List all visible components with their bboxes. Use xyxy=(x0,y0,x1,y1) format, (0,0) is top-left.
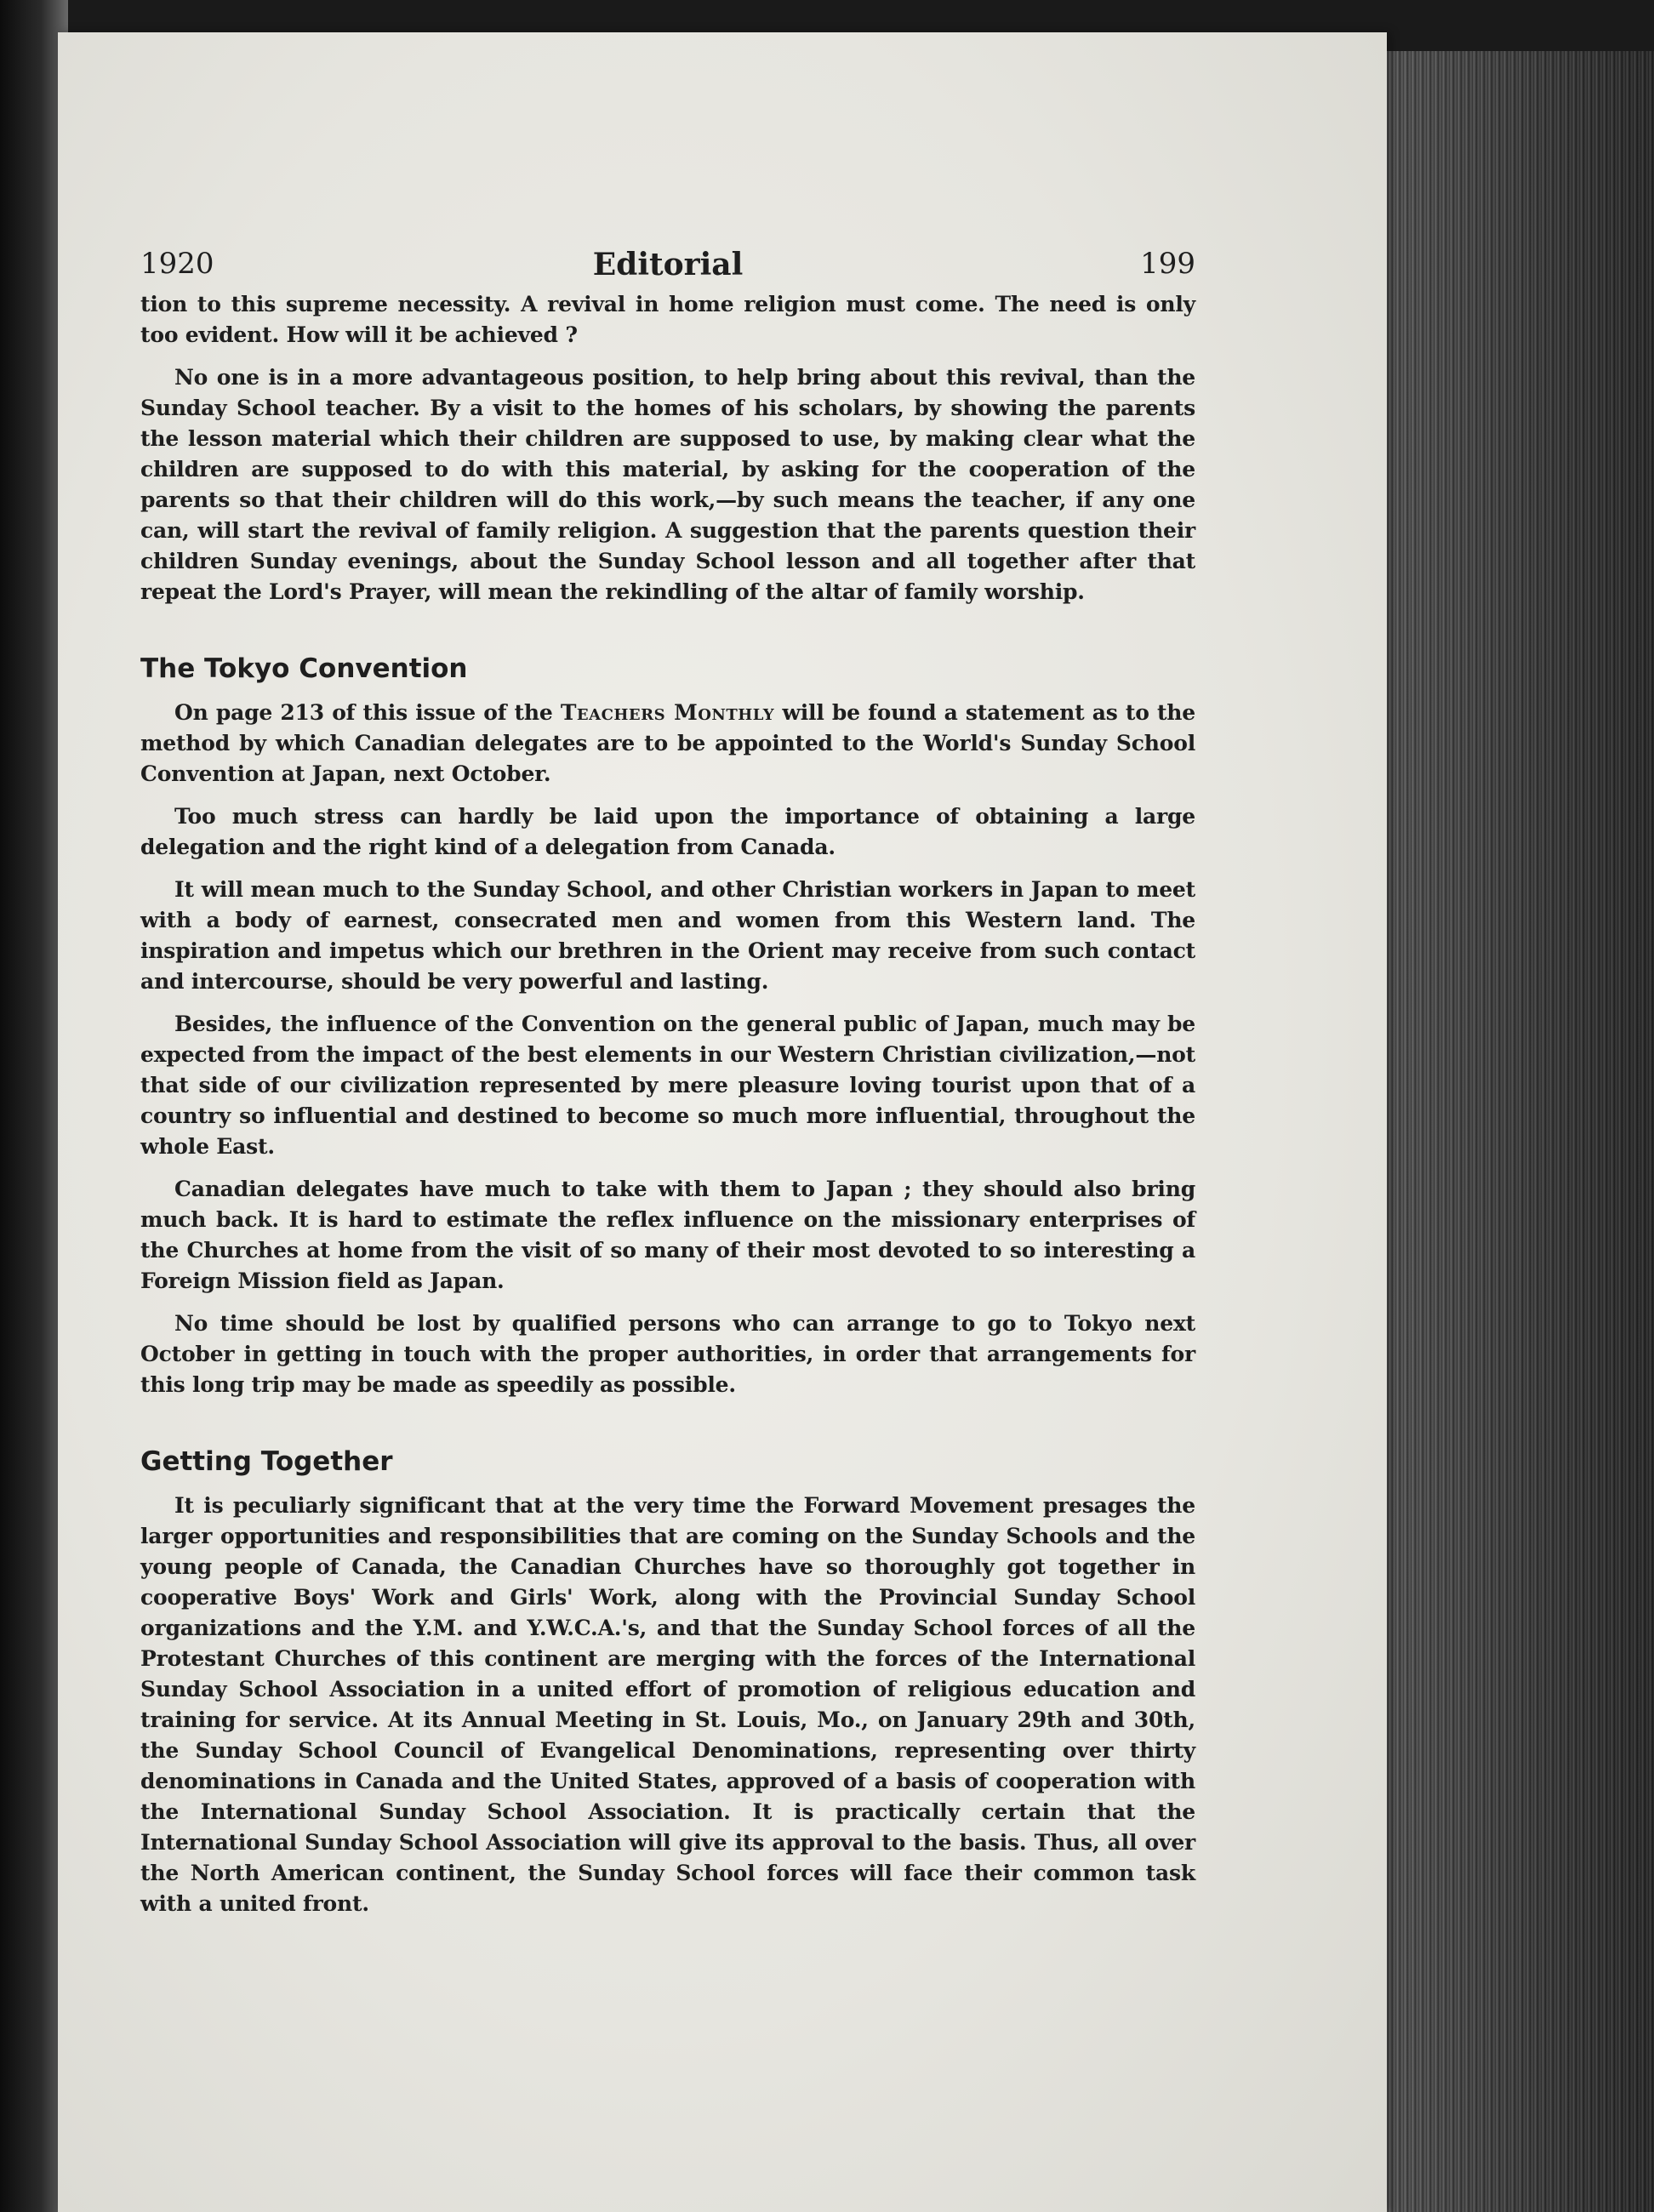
section-heading-getting-together: Getting Together xyxy=(140,1446,393,1477)
tokyo-paragraph-6: No time should be lost by qualified persons who can arrange to go to Tokyo next October in getting in touch with the proper authorities, in order that arrangements for this long trip may be made as speedily as possible. xyxy=(140,1311,1195,1397)
tokyo-paragraph-5: Canadian delegates have much to take with them to Japan ; they should also bring much back. It is hard to estimate the reflex influence on the missionary enterprises of the Churches at home from the visit of so many of their most devoted to so interesting a Foreign Mission field as Japan. xyxy=(140,1177,1195,1293)
tokyo-p1-start: On page 213 of this issue of the xyxy=(174,700,561,725)
section-heading-tokyo: The Tokyo Convention xyxy=(140,653,468,684)
tokyo-p1-end: will be found a statement as to the method by which Canadian delegates are to be appointed to the World's Sunday School Convention at Japan, next October. xyxy=(140,700,1195,786)
tokyo-paragraph-3: It will mean much to the Sunday School, and other Christian workers in Japan to meet with a body of earnest, consecrated men and women from this Western land. The inspiration and impetus which our brethren in the Orient may receive from such contact and intercourse, should be very powerful and lasting. xyxy=(140,877,1195,994)
getting-together-paragraph: It is peculiarly significant that at the very time the Forward Movement presages the larger opportunities and responsibilities that are coming on the Sunday Schools and the young people of Canada, the Canadian Churches have so thoroughly got together in cooperative Boys' Work and Girls' Work, along with the Provincial Sunday School organizations and the Y.M. and Y.W.C.A.'s, and that the Sunday School forces of all the Protestant Churches of this continent are merging with the forces of the International Sunday School Association in a united effort of promotion of religious education and training for service. At its Annual Meeting in St. Louis, Mo., on January 29th and 30th, the Sunday School Council of Evangelical Denominations, representing over thirty denominations in Canada and the United States, approved of a basis of cooperation with the International Sunday School Association. It is practically certain that the International Sunday School Association will give its approval to the basis. Thus, all over the North American continent, the Sunday School forces will face their common task with a united front. xyxy=(140,1493,1195,1916)
page-edges-stack xyxy=(1370,51,1654,2212)
journal-name: Teachers Monthly xyxy=(560,700,775,725)
running-head-title: Editorial xyxy=(592,247,744,282)
continuation-paragraph: tion to this supreme necessity. A revival in home religion must come. The need is only too evident. How will it be achieved ? xyxy=(140,292,1195,347)
revival-paragraph: No one is in a more advantageous position, to help bring about this revival, than the Sunday School teacher. By a visit to the homes of his scholars, by showing the parents the lesson material which their children are supposed to use, by making clear what the children are supposed to do with this material, by asking for the cooperation of the parents so that their children will do this work,—by such means the teacher, if any one can, will start the revival of family religion. A suggestion that the parents question their children Sunday evenings, about the Sunday School lesson and all together after that repeat the Lord's Prayer, will mean the rekindling of the altar of family worship. xyxy=(140,365,1195,604)
running-head xyxy=(140,247,1195,289)
tokyo-paragraph-2: Too much stress can hardly be laid upon the importance of obtaining a large delegation and the right kind of a delegation from Canada. xyxy=(140,804,1195,859)
tokyo-paragraph-4: Besides, the influence of the Convention on the general public of Japan, much may be expected from the impact of the best elements in our Western Christian civilization,—not that side of our civilization represented by mere pleasure loving tourist upon that of a country so influential and destined to become so much more influential, throughout the whole East. xyxy=(140,1012,1195,1159)
tokyo-paragraph-1 xyxy=(140,698,1195,790)
running-head-year: 1920 xyxy=(140,247,214,281)
page-text-block xyxy=(140,247,1195,1919)
page-number: 199 xyxy=(1140,247,1195,281)
